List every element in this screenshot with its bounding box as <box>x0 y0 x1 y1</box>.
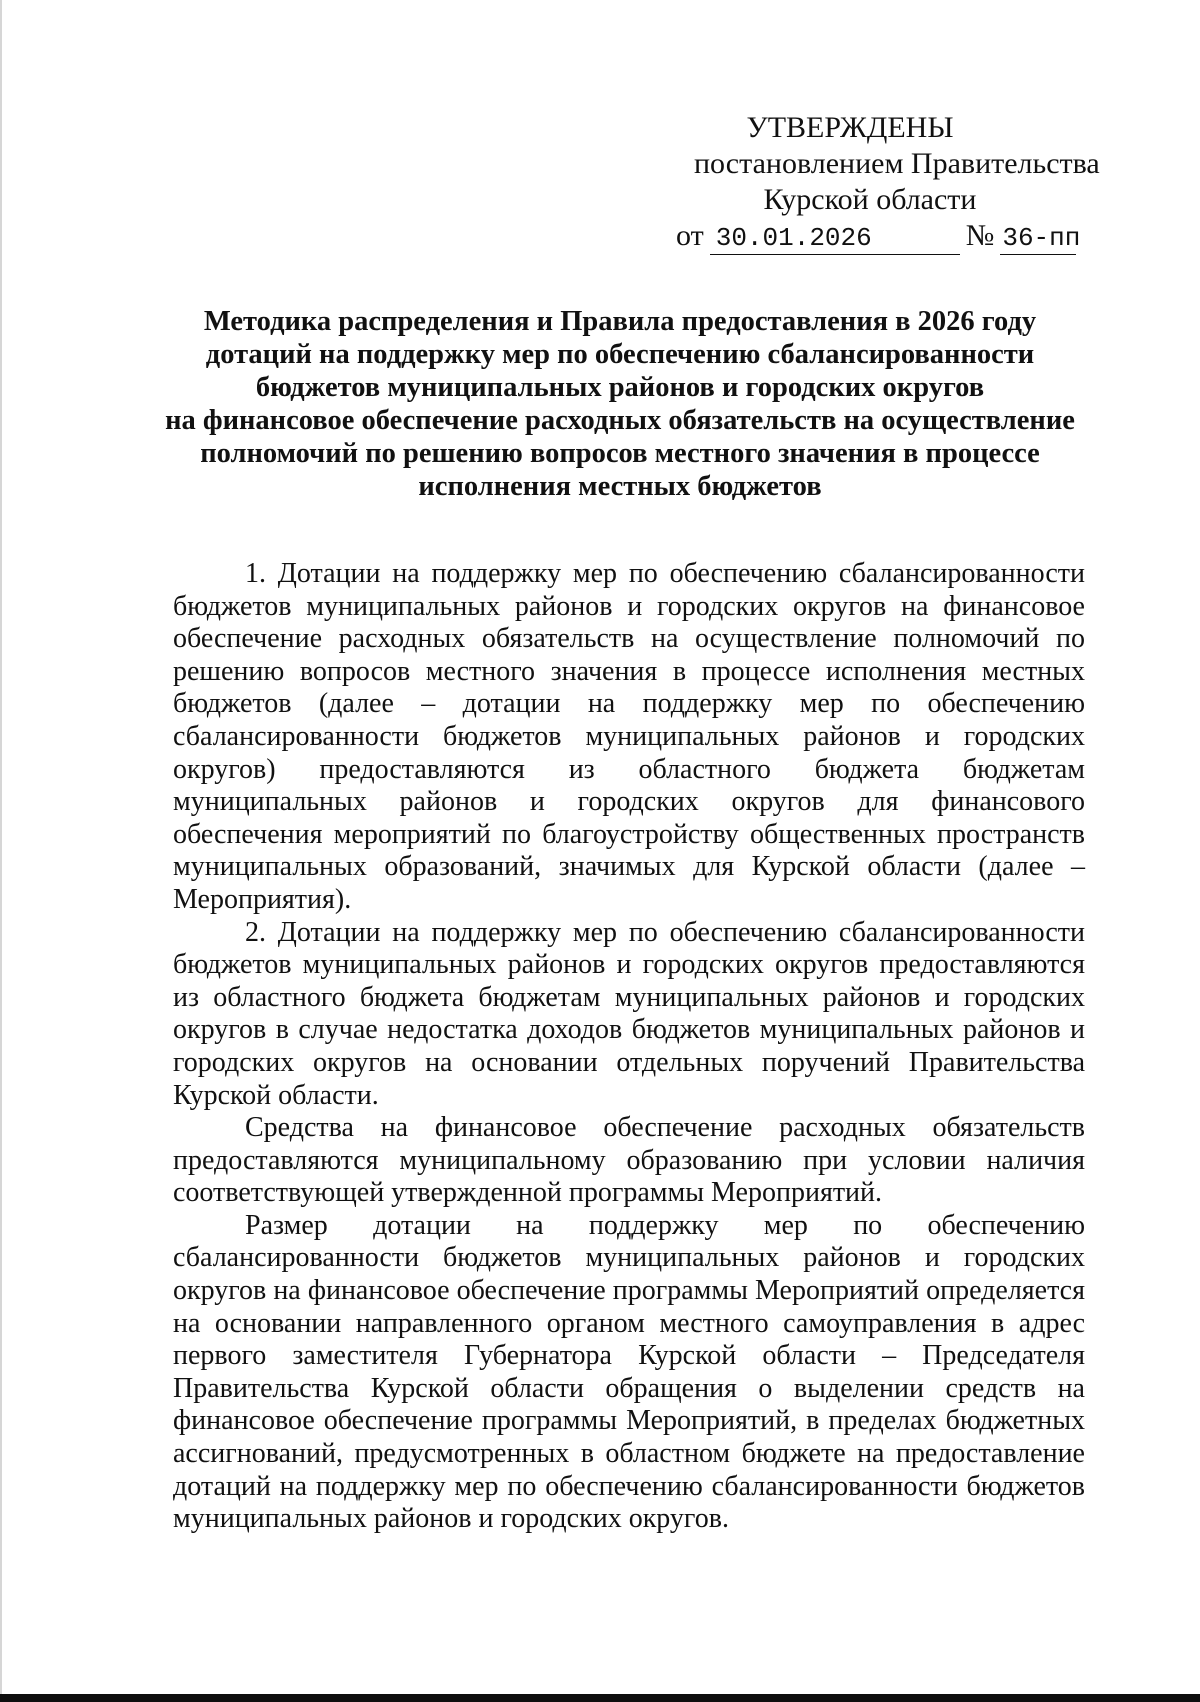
approval-issuer: постановлением Правительства <box>694 147 1100 180</box>
approval-number: 36-пп <box>1002 223 1081 253</box>
number-prefix: № <box>965 219 995 252</box>
title-line: дотаций на поддержку мер по обеспечению сбалансированности <box>205 339 1035 370</box>
approval-block <box>676 110 1100 255</box>
approval-date-row <box>676 218 1100 255</box>
title-line: полномочий по решению вопросов местного значения в процессе <box>200 438 1040 469</box>
approval-date: 30.01.2026 <box>710 224 960 255</box>
title-line: на финансовое обеспечение расходных обязательств на осуществление <box>165 405 1075 436</box>
approval-title: УТВЕРЖДЕНЫ <box>746 111 954 144</box>
scan-left-edge <box>0 0 2 1702</box>
title-line: бюджетов муниципальных районов и городских округов <box>255 372 985 403</box>
date-prefix: от <box>676 219 704 252</box>
title-line: Методика распределения и Правила предоставления в 2026 году <box>203 306 1037 337</box>
document-title <box>150 305 1090 503</box>
paragraph-2: 2. Дотации на поддержку мер по обеспечению сбалансированности бюджетов муниципальных районов и городских округов предоставляются из областного бюджета бюджетам муниципальных районов и городских округов в случае недостатка доходов бюджетов муниципальных районов и городских округов на основании отдельных поручений Правительства Курской области. <box>173 916 1085 1111</box>
scan-bottom-border <box>0 1694 1200 1702</box>
paragraph-3: Средства на финансовое обеспечение расходных обязательств предоставляются муниципальному образованию при условии наличия соответствующей утвержденной программы Мероприятий. <box>173 1112 1085 1209</box>
approval-region: Курской области <box>763 183 977 216</box>
document-body <box>173 558 1085 1536</box>
title-line: исполнения местных бюджетов <box>418 471 822 502</box>
paragraph-4: Размер дотации на поддержку мер по обеспечению сбалансированности бюджетов муниципальных районов и городских округов на финансовое обеспечение программы Мероприятий определяется на основании направленного органом местного самоуправления в адрес первого заместителя Губернатора Курской области – Председателя Правительства Курской области обращения о выделении средств на финансовое обеспечение программы Мероприятий, в пределах бюджетных ассигнований, предусмотренных в областном бюджете на предоставление дотаций на поддержку мер по обеспечению сбалансированности бюджетов муниципальных районов и городских округов. <box>173 1209 1085 1535</box>
paragraph-1: 1. Дотации на поддержку мер по обеспечению сбалансированности бюджетов муниципальных районов и городских округов на финансовое обеспечение расходных обязательств на осуществление полномочий по решению вопросов местного значения в процессе исполнения местных бюджетов (далее – дотации на поддержку мер по обеспечению сбалансированности бюджетов муниципальных районов и городских округов) предоставляются из областного бюджета бюджетам муниципальных районов и городских округов для финансового обеспечения мероприятий по благоустройству общественных пространств муниципальных образований, значимых для Курской области (далее – Мероприятия). <box>173 558 1085 915</box>
